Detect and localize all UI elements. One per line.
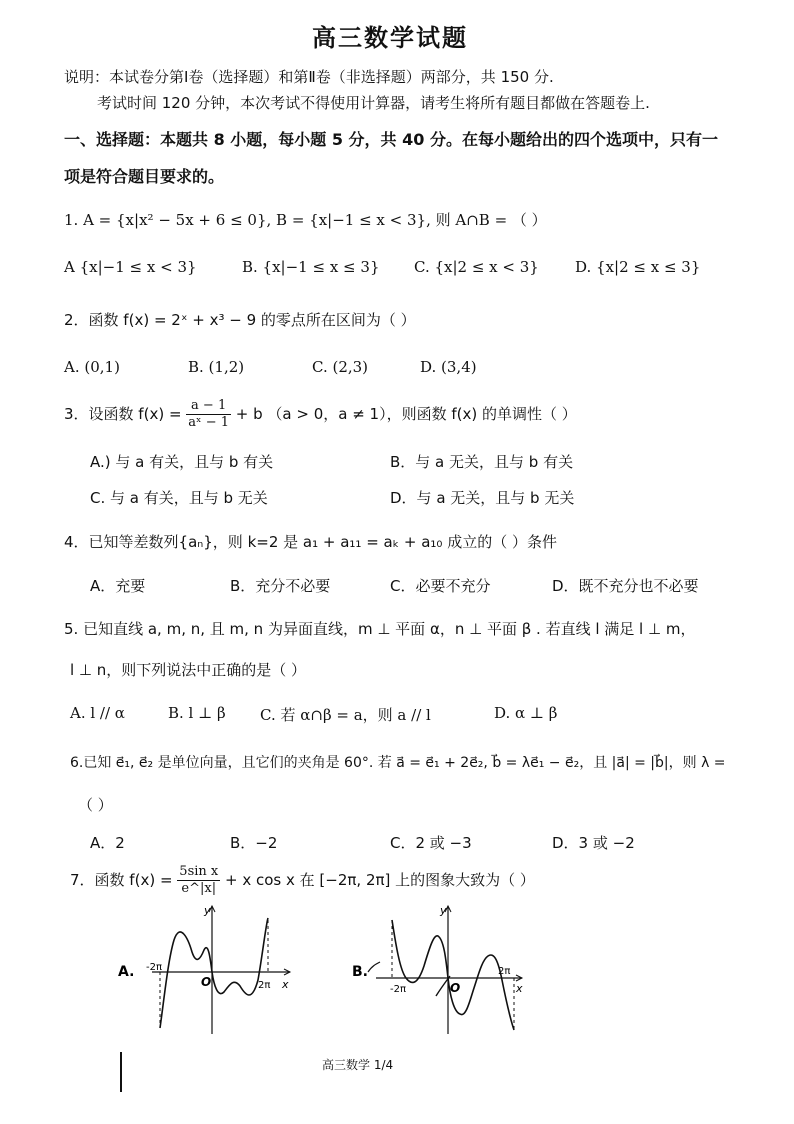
intro-line-1: 说明：本试卷分第Ⅰ卷（选择题）和第Ⅱ卷（非选择题）两部分，共 150 分. [64, 68, 554, 86]
graph-b-x-label: x [516, 982, 523, 995]
question-3-option-b: B．与 a 无关，且与 b 有关 [390, 453, 574, 471]
question-5-option-b: B. l ⊥ β [168, 704, 226, 722]
question-3-suffix: + b （a > 0，a ≠ 1），则函数 f(x) 的单调性（ ） [235, 405, 577, 423]
question-2-option-d: D. (3,4) [420, 358, 477, 376]
scan-artifact-line [120, 1052, 122, 1092]
question-4-option-b: B．充分不必要 [230, 577, 331, 595]
graph-a-curve [160, 918, 271, 1028]
question-5-option-c: C. 若 α∩β = a，则 a // l [260, 706, 431, 724]
graph-option-b [346, 900, 536, 1040]
section-heading-line-2: 项是符合题目要求的。 [64, 167, 225, 186]
question-1-option-d: D. {x|2 ≤ x ≤ 3} [575, 258, 701, 276]
graph-b-scan-mark [368, 962, 380, 972]
question-5-option-a: A. l // α [70, 704, 125, 722]
question-2-option-c: C. (2,3) [312, 358, 369, 376]
question-3-option-c: C. 与 a 有关，且与 b 无关 [90, 489, 268, 507]
intro-line-2: 考试时间 120 分钟，本次考试不得使用计算器，请考生将所有题目都做在答题卷上. [97, 94, 650, 112]
graph-b-neg-2pi-label: -2π [390, 984, 406, 995]
graph-a-neg-2pi-label: -2π [146, 962, 162, 973]
question-3-option-a: A.) 与 a 有关，且与 b 有关 [90, 453, 274, 471]
graph-a-x-label: x [282, 978, 289, 991]
question-3-fraction-denominator: aˣ − 1 [188, 415, 229, 430]
question-6-option-c: C．2 或 −3 [390, 834, 472, 852]
question-6-option-b: B．−2 [230, 834, 278, 852]
question-6-option-a: A．2 [90, 834, 125, 852]
question-7-stem [70, 864, 535, 897]
graph-b-pos-2pi-label: 2π [498, 966, 511, 977]
question-6-line-1: 6.已知 e⃗₁, e⃗₂ 是单位向量，且它们的夹角是 60°. 若 a⃗ = e⃗₁ + 2e⃗₂, b⃗ = λe⃗₁ − e⃗₂，且 |a⃗| = |b⃗|，则 λ = [70, 755, 726, 771]
question-7-fraction [177, 864, 220, 897]
graph-a-label: A. [118, 964, 135, 980]
graph-a-y-label: y [204, 904, 211, 917]
question-3-fraction [186, 398, 231, 431]
question-5-line-2: l ⊥ n，则下列说法中正确的是（ ） [70, 661, 307, 679]
question-2-option-b: B. (1,2) [188, 358, 245, 376]
question-2-option-a: A. (0,1) [64, 358, 120, 376]
question-3-prefix: 3．设函数 f(x) = [64, 405, 182, 423]
question-3-option-d: D．与 a 无关，且与 b 无关 [390, 489, 575, 507]
question-1-stem: 1. A = {x|x² − 5x + 6 ≤ 0}, B = {x|−1 ≤ x < 3}, 则 A∩B = （ ） [64, 211, 547, 229]
question-1-option-b: B. {x|−1 ≤ x ≤ 3} [242, 258, 380, 276]
graph-a-pos-2pi-label: 2π [258, 980, 271, 991]
graph-b-label: B. [352, 964, 368, 980]
question-4-option-a: A．充要 [90, 577, 146, 595]
question-1-option-c: C. {x|2 ≤ x < 3} [414, 258, 539, 276]
question-7-fraction-denominator: e^|x| [181, 881, 217, 896]
graph-a-origin-label: O [201, 975, 212, 989]
graph-b-origin-label: O [450, 981, 461, 995]
question-3-fraction-numerator: a − 1 [186, 398, 231, 415]
graph-b-y-label: y [440, 904, 447, 917]
graph-b-curve [392, 920, 514, 1030]
question-4-option-c: C．必要不充分 [390, 577, 491, 595]
question-3-stem [64, 398, 577, 431]
question-4-option-d: D．既不充分也不必要 [552, 577, 699, 595]
question-5-line-1: 5. 已知直线 a, m, n, 且 m, n 为异面直线，m ⊥ 平面 α，n ⊥ 平面 β . 若直线 l 满足 l ⊥ m， [64, 620, 696, 638]
section-heading-line-1: 一、选择题：本题共 8 小题，每小题 5 分，共 40 分。在每小题给出的四个选项中，只有一 [64, 130, 718, 149]
question-7-fraction-numerator: 5sin x [179, 864, 219, 879]
question-7-prefix: 7．函数 f(x) = [70, 871, 173, 889]
question-4-stem: 4．已知等差数列{aₙ}，则 k=2 是 a₁ + a₁₁ = aₖ + a₁₀ 成立的（ ）条件 [64, 533, 557, 551]
question-2-stem: 2．函数 f(x) = 2ˣ + x³ − 9 的零点所在区间为（ ） [64, 311, 416, 329]
page-footer: 高三数学 1/4 [322, 1058, 394, 1072]
page-title: 高三数学试题 [312, 24, 468, 52]
question-5-option-d: D. α ⊥ β [494, 704, 558, 722]
question-7-suffix: + x cos x 在 [−2π, 2π] 上的图象大致为（ ） [225, 871, 535, 889]
question-6-line-2: （ ） [78, 796, 113, 814]
question-1-option-a: A {x|−1 ≤ x < 3} [64, 258, 197, 276]
graph-option-a [112, 900, 302, 1040]
question-6-option-d: D．3 或 −2 [552, 834, 635, 852]
